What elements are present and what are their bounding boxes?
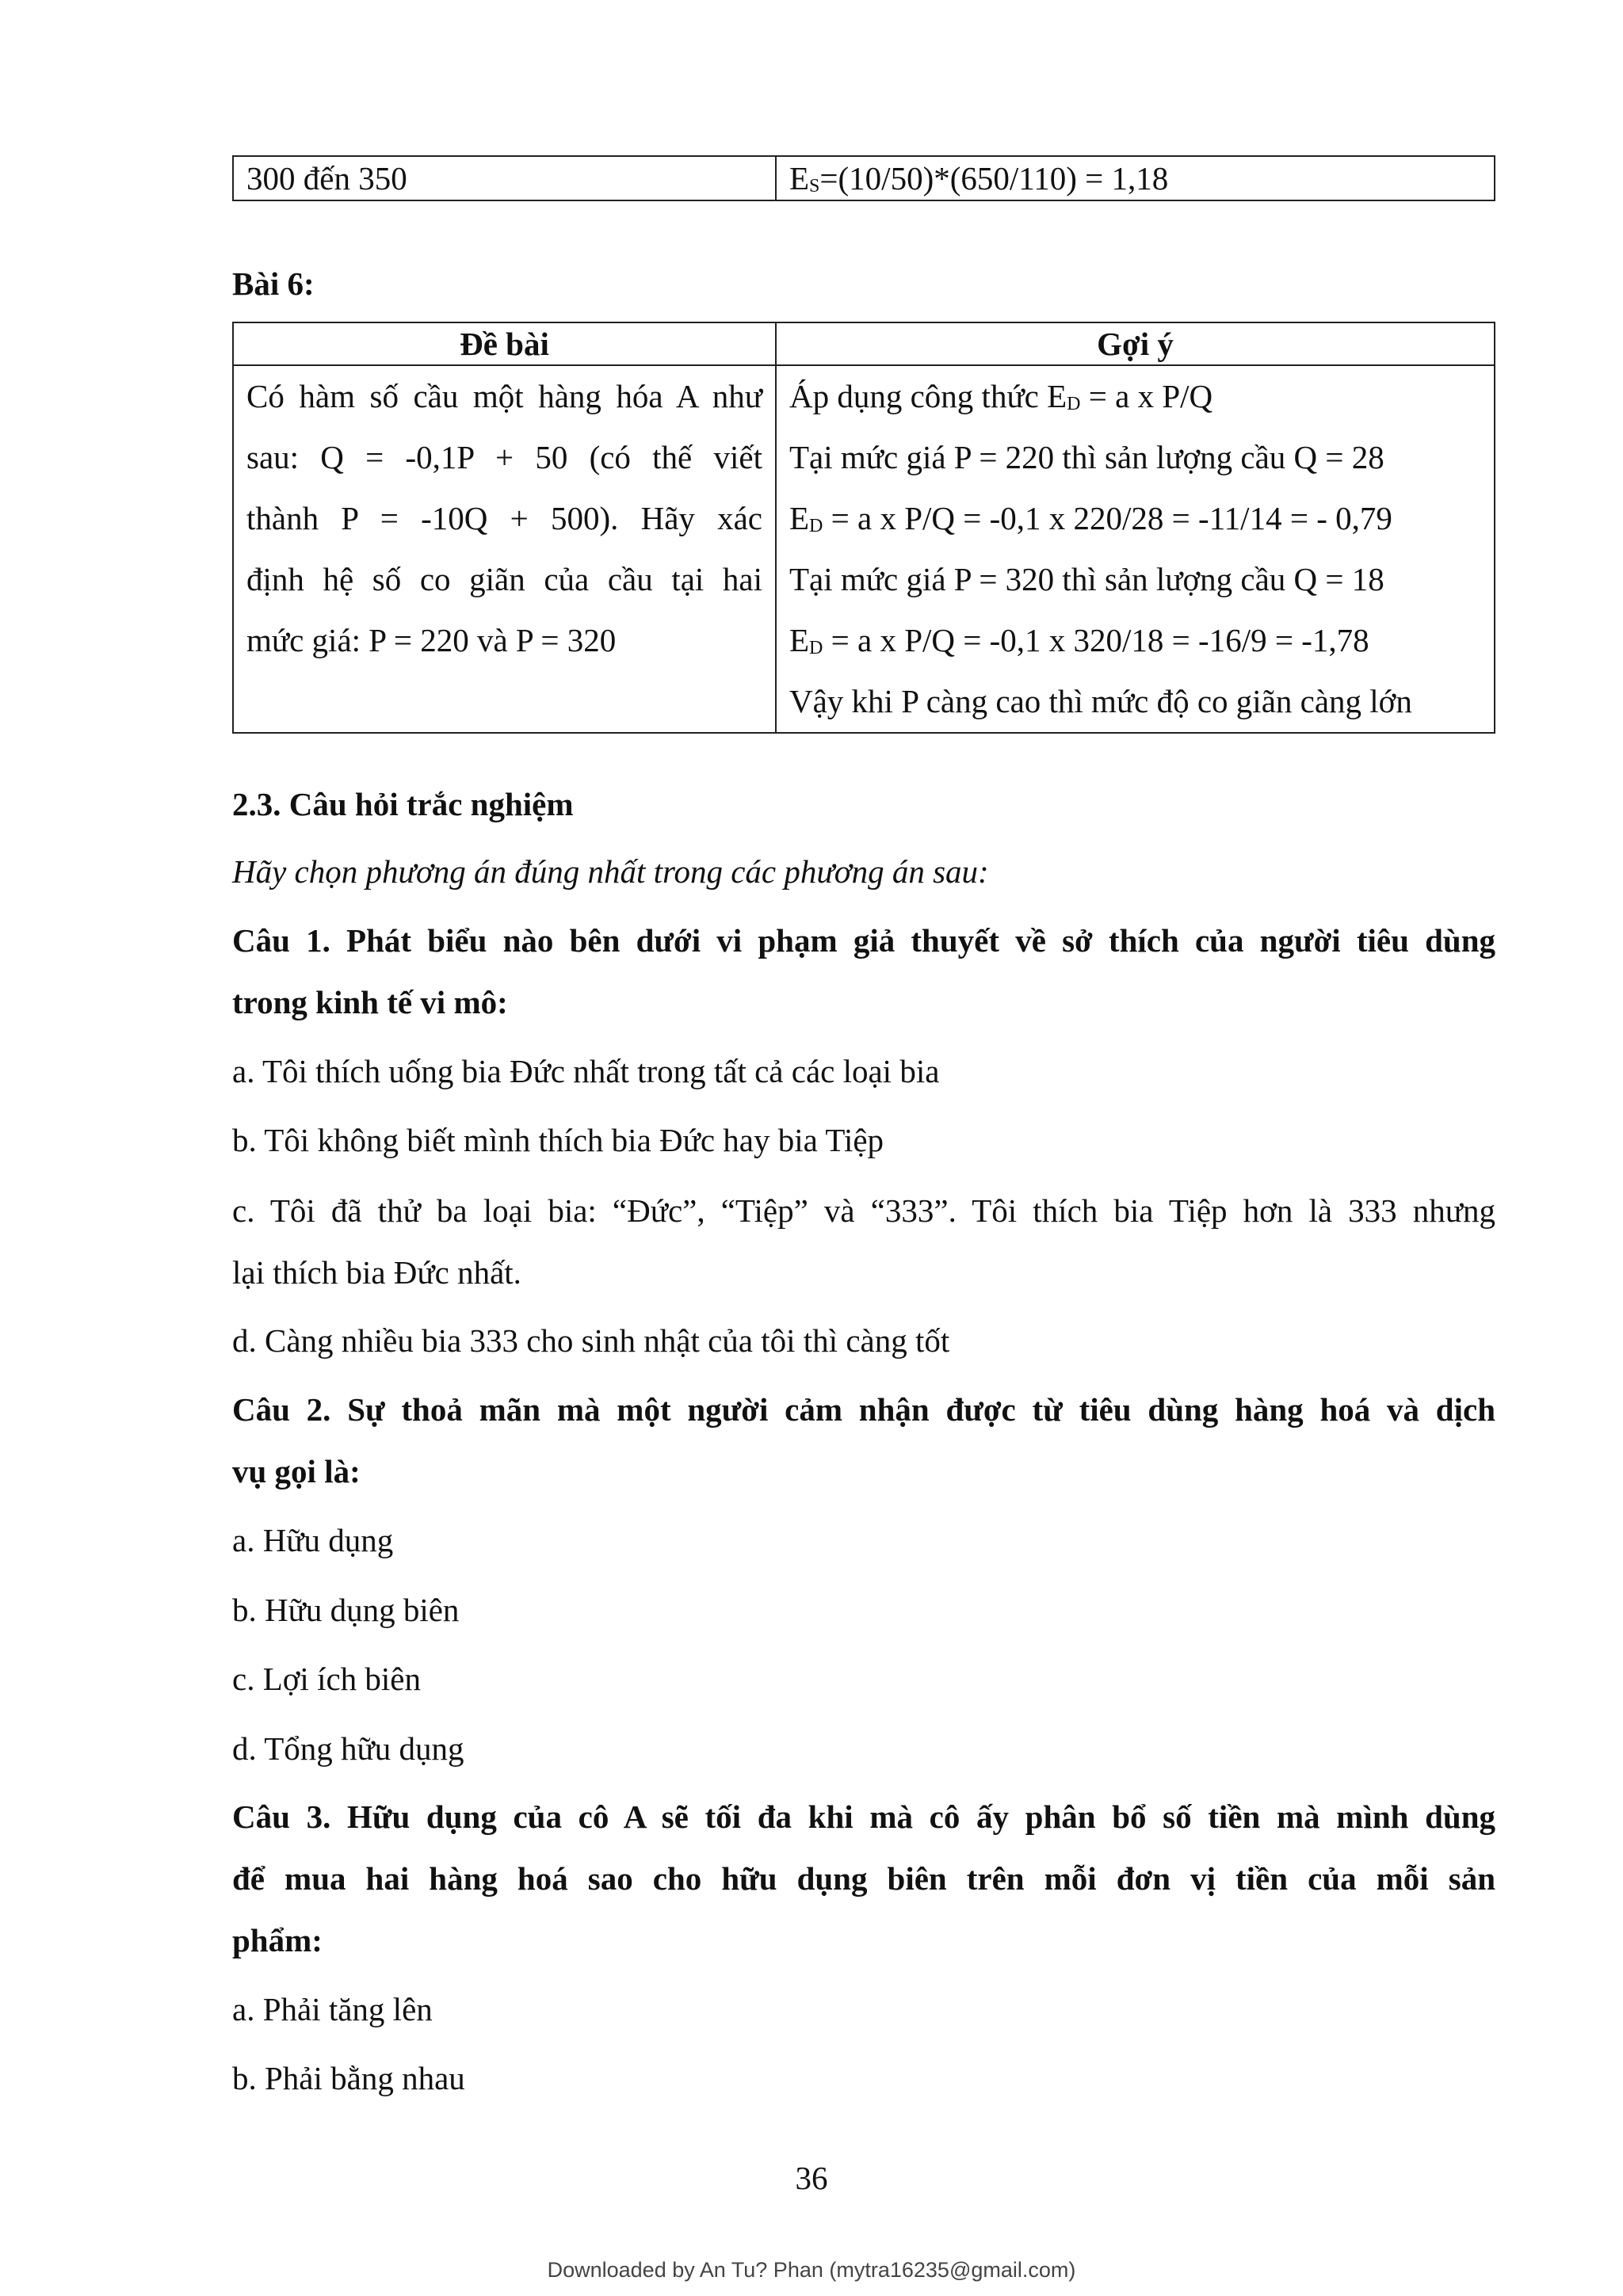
question-text: phẩm: (232, 1922, 323, 1958)
option-d: d. Tổng hữu dụng (232, 1730, 464, 1767)
bai6-table (232, 322, 1495, 734)
section-instruction: Hãy chọn phương án đúng nhất trong các phương án sau: (232, 853, 989, 890)
goi-y-line: Vậy khi P càng cao thì mức độ co giãn càng lớn (789, 683, 1412, 719)
formula-cell (776, 156, 1495, 200)
goi-y-line (789, 366, 1481, 427)
question-text: Câu 1. Phát biểu nào bên dưới vi phạm giả thuyết về sở thích của người tiêu dùng (232, 922, 1495, 959)
column-header-goi-y: Gợi ý (776, 322, 1495, 365)
column-header-de-bai: Đề bài (233, 322, 776, 365)
option-b: b. Tôi không biết mình thích bia Đức hay bia Tiệp (232, 1122, 884, 1158)
goi-y-text: = a x P/Q = -0,1 x 220/28 = -11/14 = - 0,79 (823, 500, 1392, 536)
question-2-options (232, 1718, 1495, 1779)
question-1-options (232, 1310, 1495, 1371)
question-1-options (232, 1180, 1495, 1303)
option-c: c. Lợi ích biên (232, 1661, 421, 1697)
de-bai-line: mức giá: P = 220 và P = 320 (246, 622, 617, 658)
option-c: lại thích bia Đức nhất. (232, 1254, 521, 1291)
table-row (233, 156, 1495, 200)
bai6-heading: Bài 6: (232, 265, 315, 302)
de-bai-cell (233, 365, 776, 733)
de-bai-line: định hệ số co giãn của cầu tại hai (246, 561, 762, 597)
de-bai-line: sau: Q = -0,1P + 50 (có thế viết (246, 439, 762, 475)
goi-y-line (789, 488, 1481, 549)
option-d: d. Càng nhiều bia 333 cho sinh nhật của tôi thì càng tốt (232, 1322, 950, 1359)
formula-symbol: E (789, 160, 810, 196)
question-text: để mua hai hàng hoá sao cho hữu dụng biên trên mỗi đơn vị tiền của mỗi sản (232, 1860, 1495, 1897)
goi-y-text: E (789, 500, 810, 536)
table-header-row (233, 322, 1495, 365)
question-text: vụ gọi là: (232, 1453, 361, 1489)
goi-y-text: = a x P/Q = -0,1 x 320/18 = -16/9 = -1,78 (823, 622, 1369, 658)
goi-y-cell (776, 365, 1495, 733)
formula-subscript: S (809, 176, 820, 196)
question-2-options (232, 1509, 1495, 1571)
question-3-options (232, 1978, 1495, 2040)
de-bai-line: thành P = -10Q + 500). Hãy xác (246, 500, 762, 536)
section-heading: 2.3. Câu hỏi trắc nghiệm (232, 786, 574, 822)
goi-y-text: E (789, 622, 810, 658)
option-c: c. Tôi đã thử ba loại bia: “Đức”, “Tiệp” và “333”. Tôi thích bia Tiệp hơn là 333 nhưng (232, 1192, 1495, 1229)
download-footer: Downloaded by An Tu? Phan (mytra16235@gmail.com) (547, 2258, 1076, 2282)
option-a: a. Hữu dụng (232, 1522, 394, 1558)
goi-y-line: Tại mức giá P = 220 thì sản lượng cầu Q = 28 (789, 439, 1384, 475)
question-1-options (232, 1109, 1495, 1171)
question-3-options (232, 2047, 1495, 2109)
option-b: b. Phải bằng nhau (232, 2060, 465, 2096)
de-bai-line: Có hàm số cầu một hàng hóa A như (246, 378, 762, 414)
question-text: Câu 3. Hữu dụng của cô A sẽ tối đa khi mà cô ấy phân bổ số tiền mà mình dùng (232, 1798, 1495, 1835)
option-a: a. Phải tăng lên (232, 1991, 433, 2027)
range-cell: 300 đến 350 (233, 156, 776, 200)
table-row (233, 365, 1495, 733)
question-2-options (232, 1579, 1495, 1641)
subscript: D (809, 638, 823, 658)
goi-y-text: Áp dụng công thức E (789, 378, 1067, 414)
question-2 (232, 1379, 1495, 1502)
question-text: Câu 2. Sự thoả mãn mà một người cảm nhận được từ tiêu dùng hàng hoá và dịch (232, 1391, 1495, 1428)
subscript: D (1067, 394, 1081, 414)
goi-y-line (789, 610, 1481, 671)
page-number: 36 (795, 2160, 828, 2196)
question-text: trong kinh tế vi mô: (232, 984, 508, 1020)
goi-y-text: = a x P/Q (1080, 378, 1213, 414)
subscript: D (809, 516, 823, 536)
top-table (232, 155, 1495, 201)
question-2-options (232, 1648, 1495, 1710)
question-3 (232, 1786, 1495, 1971)
option-b: b. Hữu dụng biên (232, 1592, 460, 1628)
formula-value: =(10/50)*(650/110) = 1,18 (819, 160, 1169, 196)
option-a: a. Tôi thích uống bia Đức nhất trong tất cả các loại bia (232, 1053, 940, 1089)
question-1-options (232, 1040, 1495, 1102)
question-1 (232, 910, 1495, 1033)
goi-y-line: Tại mức giá P = 320 thì sản lượng cầu Q = 18 (789, 561, 1384, 597)
